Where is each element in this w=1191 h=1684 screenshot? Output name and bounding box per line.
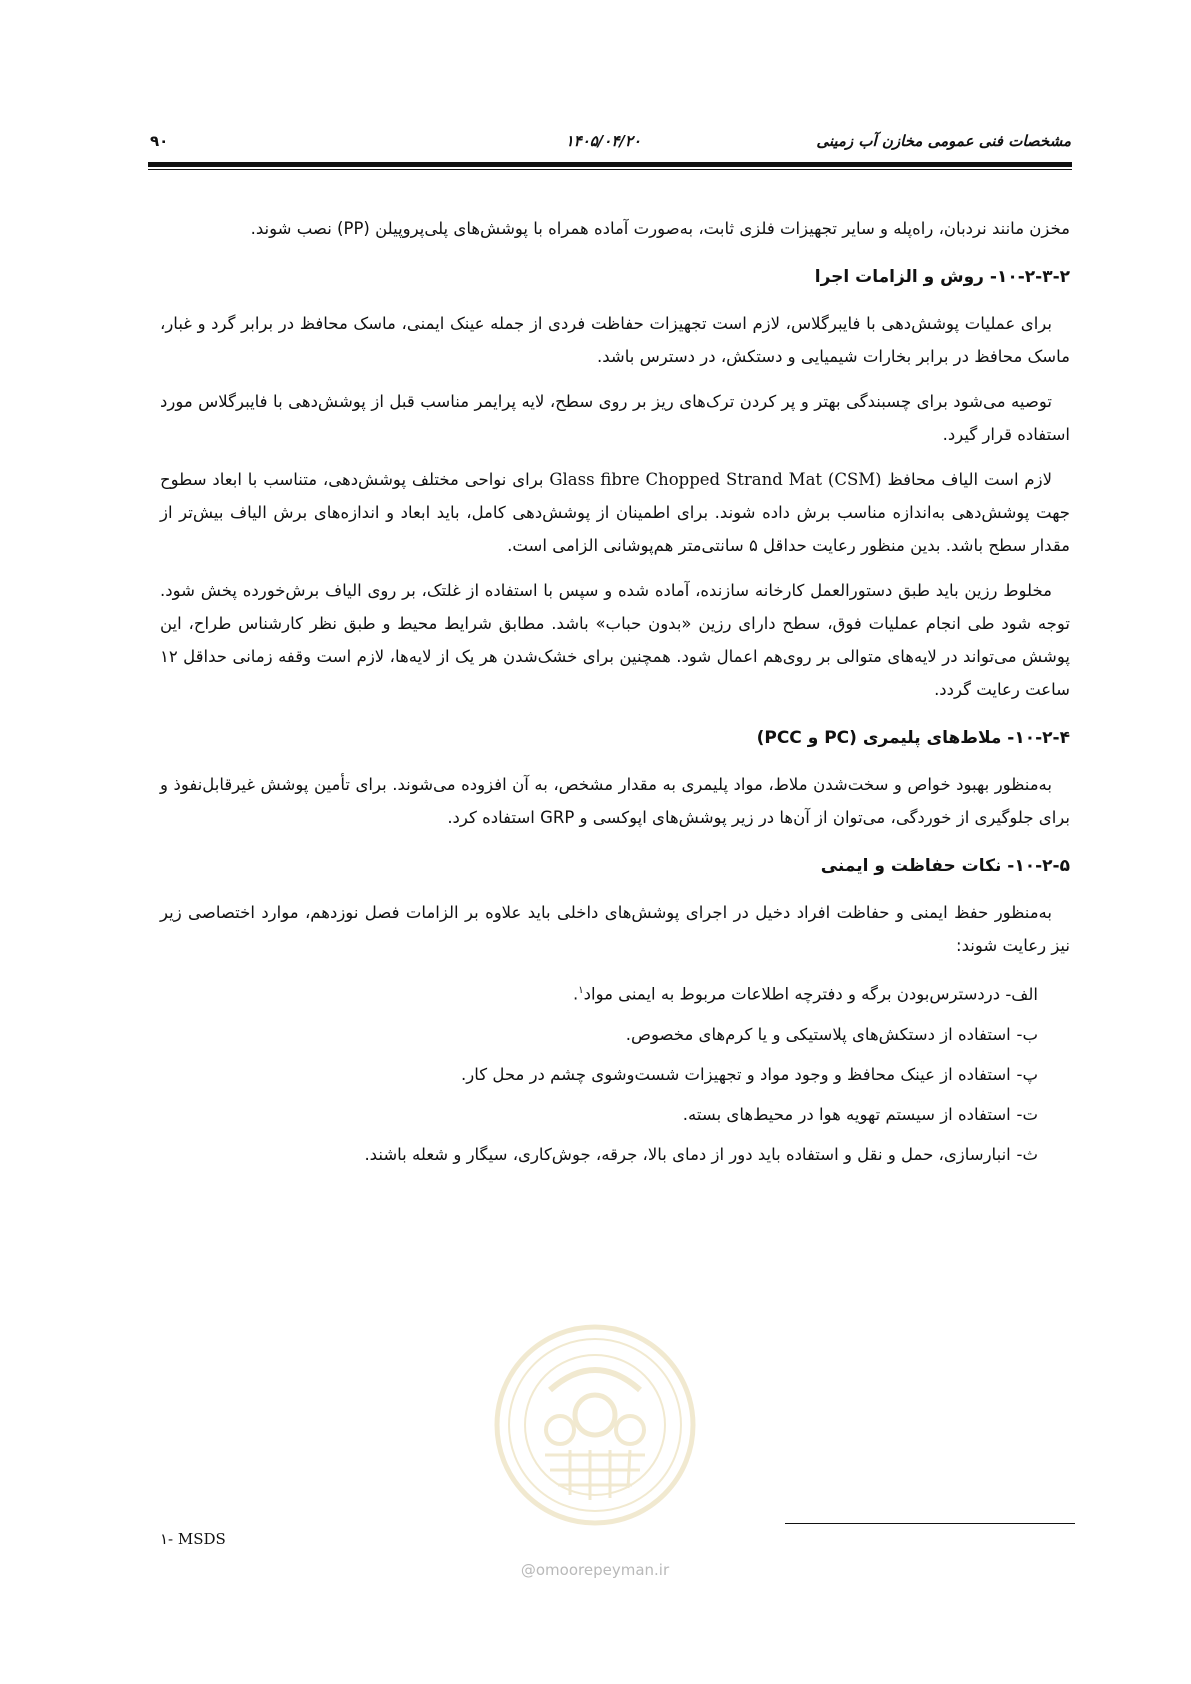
csm-term: Glass fibre Chopped Strand Mat (CSM) [549, 470, 882, 489]
list-item-letter: ت- [1016, 1104, 1038, 1124]
section-heading-safety: ۱۰-۲-۵- نکات حفاظت و ایمنی [820, 856, 1070, 876]
list-item [160, 1018, 1038, 1052]
method-paragraph-3 [160, 463, 1070, 562]
document-body [160, 212, 1070, 1178]
list-item-text: استفاده از دستکش‌های پلاستیکی و یا کرم‌های مخصوص. [625, 1024, 1011, 1044]
list-item [160, 1098, 1038, 1132]
header-rule-thick [148, 162, 1072, 167]
list-item-text: انبارسازی، حمل و نقل و استفاده باید دور از دمای بالا، جرقه، جوش‌کاری، سیگار و شعله باشند. [364, 1144, 1011, 1164]
header-date: ۱۴۰۵/۰۴/۲۰ [565, 132, 641, 150]
footnote-ref[interactable]: ۱ [578, 985, 584, 996]
section-heading-method: ۱۰-۲-۳-۲- روش و الزامات اجرا [814, 267, 1070, 287]
section-heading-polymer: ۱۰-۲-۴- ملاط‌های پلیمری (PC و PCC) [756, 728, 1070, 748]
header-title: مشخصات فنی عمومی مخازن آب زمینی [816, 132, 1071, 150]
footnote: ۱- MSDS [160, 1530, 226, 1548]
method-paragraph-3-start: لازم است الیاف محافظ [887, 470, 1053, 489]
list-item [160, 1138, 1038, 1172]
intro-paragraph: مخزن مانند نردبان، راه‌پله و سایر تجهیزات فلزی ثابت، به‌صورت آماده همراه با پوشش‌های پلی‌پروپیلن (PP) نصب شوند. [250, 219, 1070, 238]
method-paragraph-3-end: برای نواحی مختلف پوشش‌دهی، متناسب با ابعاد سطوح جهت پوشش‌دهی به‌اندازه مناسب برش داده شوند. برای اطمینان از پوشش‌دهی کامل، باید ابعاد و اندازه‌های برش الیاف بیش‌تر از مقدار سطح باشد. بدین منظور رعایت حداقل ۵ سانتی‌متر هم‌پوشانی الزامی است. [160, 470, 1070, 555]
page-header [150, 128, 1071, 154]
watermark-url: @omoorepeyman.ir [520, 1561, 670, 1579]
footnote-rule [785, 1523, 1075, 1524]
list-item [160, 1058, 1038, 1092]
list-item-text: دردسترس‌بودن برگه و دفترچه اطلاعات مربوط به ایمنی مواد [583, 984, 1001, 1004]
safety-paragraph: به‌منظور حفظ ایمنی و حفاظت افراد دخیل در اجرای پوشش‌های داخلی باید علاوه بر الزامات فصل نوزدهم، موارد اختصاصی زیر نیز رعایت شوند: [160, 903, 1070, 955]
watermark-seal-icon [490, 1320, 700, 1530]
method-paragraph-1: برای عملیات پوشش‌دهی با فایبرگلاس، لازم است تجهیزات حفاظت فردی از جمله عینک ایمنی، ماسک محافظ در برابر گرد و غبار، ماسک محافظ در برابر بخارات شیمیایی و دستکش، در دسترس باشد. [160, 314, 1070, 366]
polymer-paragraph: به‌منظور بهبود خواص و سخت‌شدن ملاط، مواد پلیمری به مقدار مشخص، به آن افزوده می‌شوند. برای تأمین پوشش غیرقابل‌نفوذ و برای جلوگیری از خوردگی، می‌توان از آن‌ها در زیر پوشش‌های اپوکسی و GRP استفاده کرد. [160, 775, 1070, 827]
list-item-text: استفاده از عینک محافظ و وجود مواد و تجهیزات شست‌وشوی چشم در محل کار. [461, 1064, 1011, 1084]
list-item-letter: ب- [1016, 1024, 1038, 1044]
method-paragraph-4: مخلوط رزین باید طبق دستورالعمل کارخانه سازنده، آماده شده و سپس با استفاده از غلتک، بر روی الیاف برش‌خورده پخش شود. توجه شود طی انجام عملیات فوق، سطح دارای رزین «بدون حباب» باشد. مطابق شرایط محیط و طبق نظر کارشناس طراح، این پوشش می‌تواند در لایه‌های متوالی بر روی‌هم اعمال شود. همچنین برای خشک‌شدن هر یک از لایه‌ها، لازم است وقفه زمانی حداقل ۱۲ ساعت رعایت گردد. [160, 581, 1070, 699]
header-rule-thin [148, 169, 1072, 170]
list-item-letter: الف- [1005, 984, 1038, 1004]
list-item-text: استفاده از سیستم تهویه هوا در محیط‌های بسته. [682, 1104, 1011, 1124]
safety-list [160, 974, 1070, 1172]
list-item-letter: پ- [1016, 1064, 1038, 1084]
list-item: الف- دردسترس‌بودن برگه و دفترچه اطلاعات مربوط به ایمنی مواد$^۱$. [160, 974, 1038, 1012]
method-paragraph-2: توصیه می‌شود برای چسبندگی بهتر و پر کردن ترک‌های ریز بر روی سطح، لایه پرایمر مناسب قبل از پوشش‌دهی با فایبرگلاس مورد استفاده قرار گیرد. [160, 392, 1070, 444]
list-item-letter: ث- [1016, 1144, 1038, 1164]
page-number: ۹۰ [150, 132, 169, 150]
